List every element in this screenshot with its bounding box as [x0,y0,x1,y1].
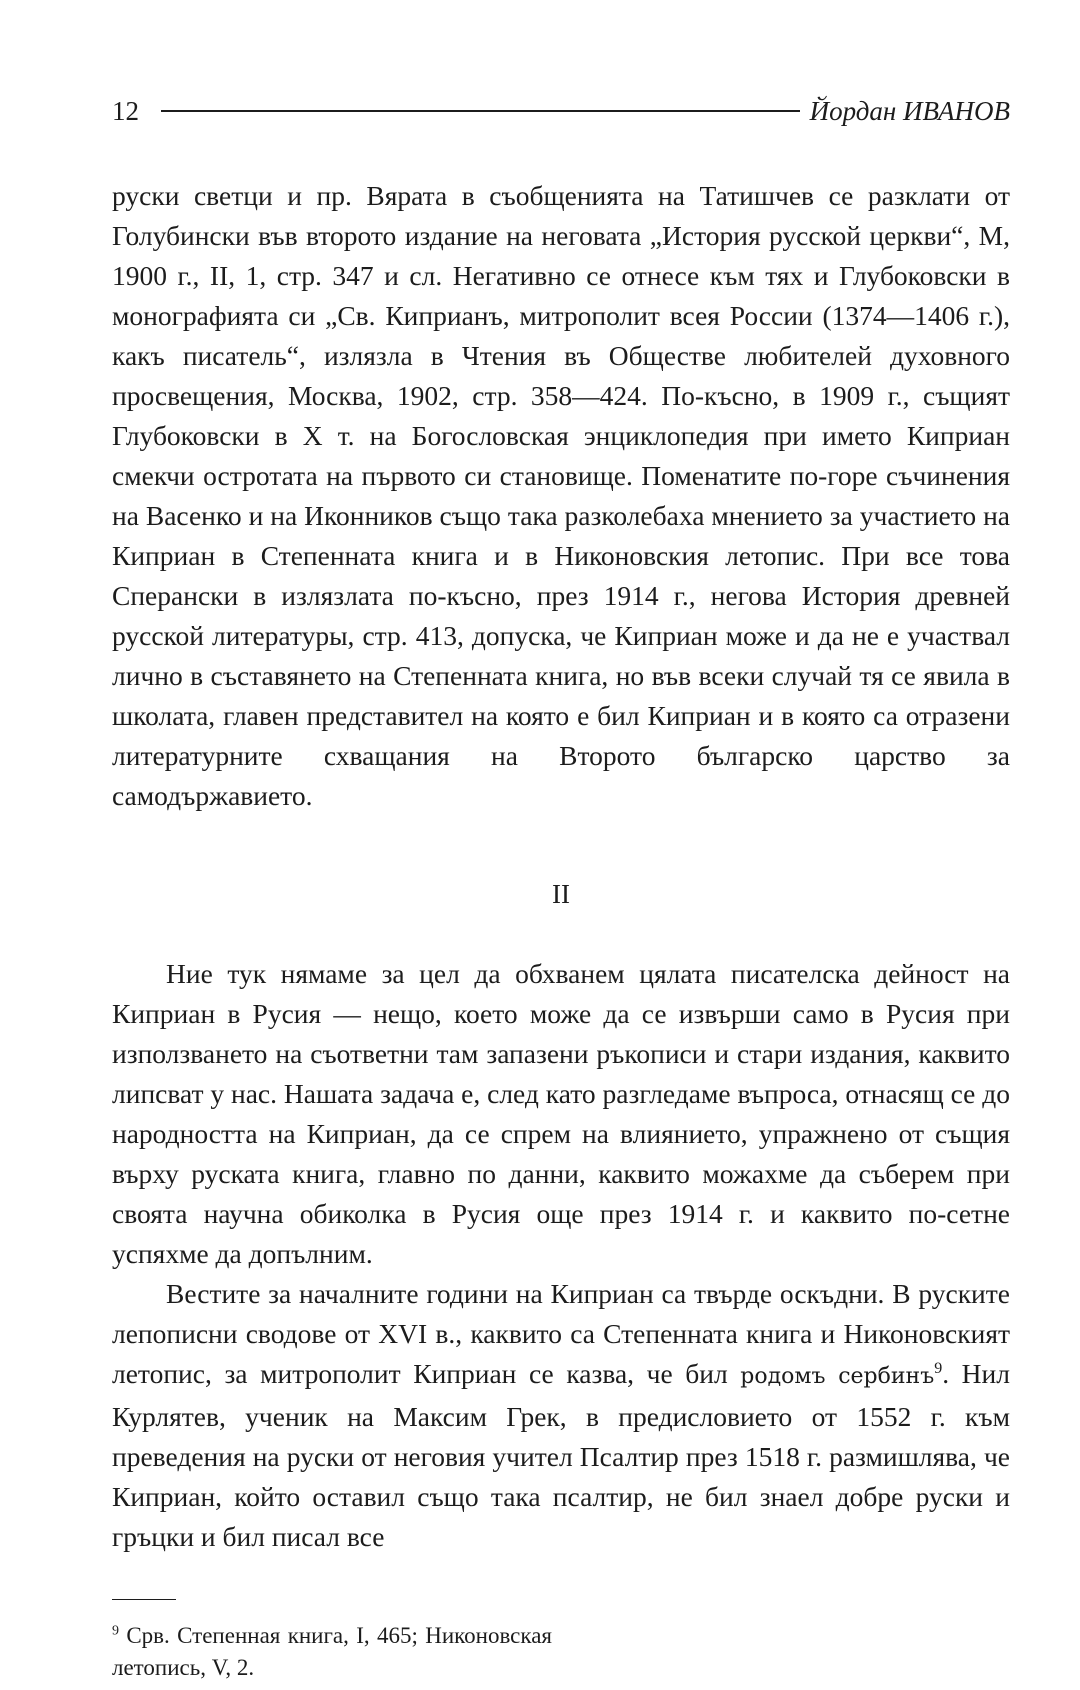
book-page [112,96,1010,1684]
running-header [112,96,1010,136]
paragraph-text-start: Вестите за началните години на Киприан са твърде оскъдни. В руските лепописни сводове от XVI в., каквито са Степенната книга и Никоновският летопис, за митрополит Киприан се казва, че бил [112,1278,1010,1389]
header-rule [161,110,800,112]
paragraph-with-footnote [112,1274,1010,1557]
footnote-number: 9 [112,1623,119,1639]
author-name: Йордан ИВАНОВ [809,96,1010,126]
footnote-separator [112,1599,176,1600]
paragraph-continued: руски светци и пр. Вярата в съобщенията на Татишчев се разклати от Голубински във второто издание на неговата „История русской церкви“, М, 1900 г., II, 1, стр. 347 и сл. Негативно се отнесе към тях и Глубоковски в монографията си „Св. Киприанъ, митрополит всея России (1374—1406 г.), какъ писатель“, излязла в Чтения въ Обществе любителей духовного просвещения, Москва, 1902, стр. 358—424. По-късно, в 1909 г., същият Глубоковски в X т. на Богословская энциклопедия при името Киприан смекчи остротата на първото си становище. Поменатите по-горе съчинения на Васенко и на Иконников също така разколебаха мнението за участието на Киприан в Степенната книга и в Никоновския летопис. При все това Сперански в излязлата по-късно, през 1914 г., негова История древней русской литературы, стр. 413, допуска, че Киприан може и да не е участвал лично в съставянето на Степенната книга, но във всеки случай тя се явила в школата, главен представител на която е бил Киприан и в която са отразени литературните схващания на Второто българско царство за самодържавието. [112,180,1010,811]
footnote-text: Срв. Степенная книга, I, 465; Никоновская летопись, V, 2. [112,1623,552,1680]
section-heading: II [552,879,570,909]
paragraph: Ние тук нямаме за цел да обхванем цялата писателска дейност на Киприан в Русия — нещо, което може да се извърши само в Русия при използването на съответни там запазени ръкописи и стари издания, каквито липсват у нас. Нашата задача е, след като разгледаме въпроса, отнасящ се до народността на Киприан, да се спрем на влиянието, упражнено от същия върху руската книга, главно по данни, каквито можахме да съберем при своята научна обиколка в Русия още през 1914 г. и каквито по-сетне успяхме да допълним. [112,958,1010,1269]
footnote-reference: 9 [934,1359,943,1377]
footnote [112,1620,552,1684]
paragraph-text-end: . Нил Курлятев, ученик на Максим Грек, в предисловието от 1552 г. към преведения на руски от неговия учител Псалтир през 1518 г. размишлява, че Киприан, който оставил също така псалтир, не бил знаел добре руски и гръцки и бил писал все [112,1358,1010,1552]
page-number: 12 [112,96,139,126]
body-text [112,176,1010,1557]
old-cyrillic-quote: родомъ сербинъ [740,1364,935,1389]
